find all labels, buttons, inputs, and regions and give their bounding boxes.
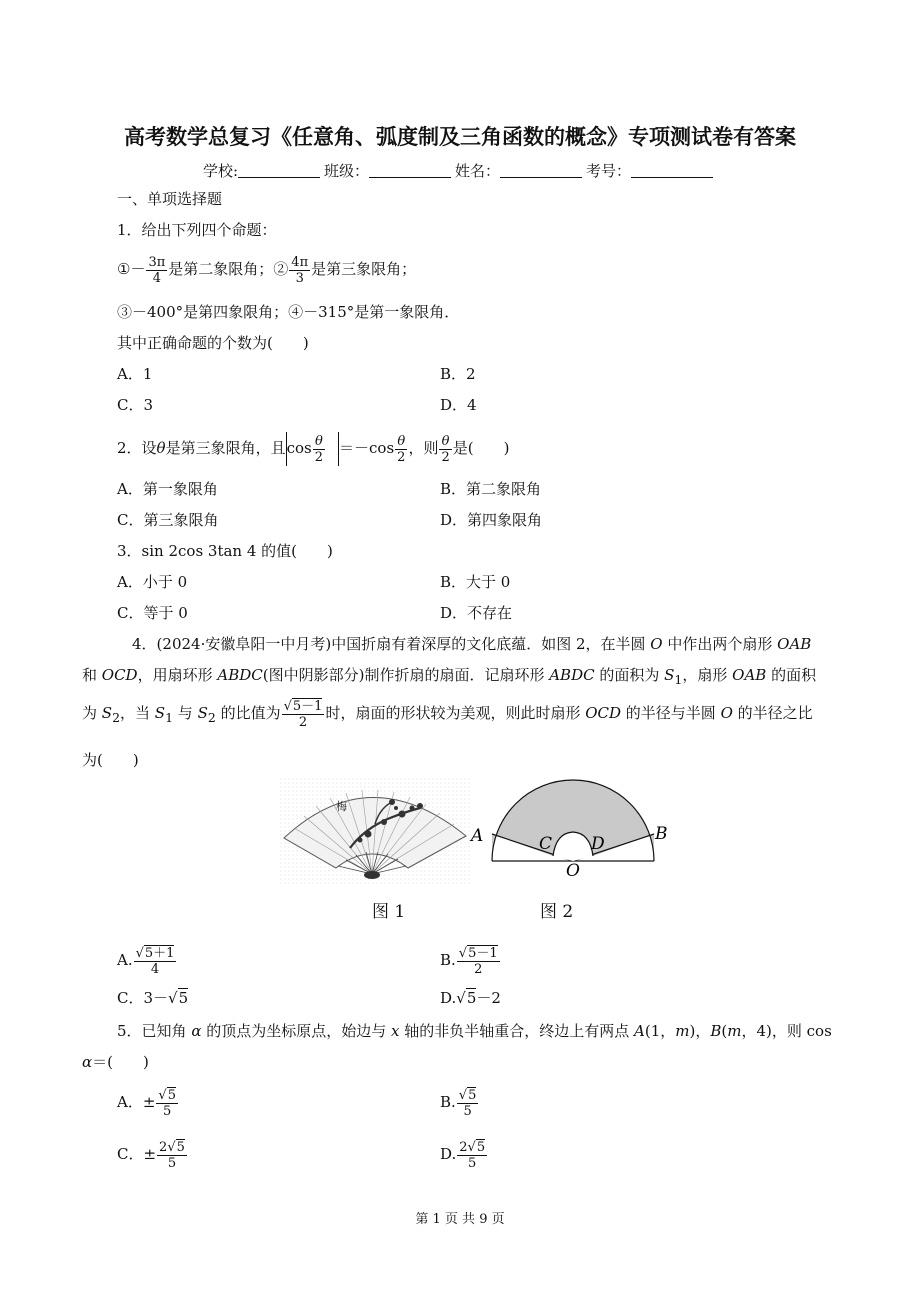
q4-l3b: ，当: [120, 704, 155, 722]
q5-x: x: [391, 1022, 400, 1040]
q1-option-c: C．3: [117, 396, 154, 414]
fan-pivot: [364, 871, 380, 879]
q4-S2-sub: 2: [112, 710, 121, 725]
q1-option-b: B．2: [440, 365, 476, 383]
q2-frac-3: [439, 434, 451, 465]
q5-m-2: m: [727, 1022, 742, 1040]
q4-ABDC: ABDC: [217, 666, 263, 684]
q2-option-d: D．第四象限角: [440, 511, 543, 529]
label-d: D: [591, 834, 605, 854]
label-c: C: [539, 834, 553, 854]
q2-end: 是( ): [452, 439, 510, 457]
q5-optB-den: 5: [463, 1103, 472, 1119]
q4-ratio-num-text: 5－1: [292, 698, 323, 714]
q4-l3a: 为: [82, 704, 102, 722]
q2-stem: [117, 428, 509, 468]
q4-ratio-num: √5－1: [283, 698, 323, 714]
class-label: 班级：: [324, 162, 370, 180]
q2-theta: θ: [156, 439, 166, 457]
q4-l3f: 的半径与半圆: [621, 704, 721, 722]
q4-O-2: O: [720, 704, 733, 722]
fan-photo: [280, 778, 470, 886]
q4-optD-label: D.: [440, 989, 457, 1007]
q4-l2e: 的面积: [766, 666, 817, 684]
q4-line-4: 为( ): [82, 751, 139, 769]
q4-optB-num-text: 5－1: [468, 945, 498, 961]
number-blank: [631, 163, 713, 178]
q2-eq: ＝－cos: [339, 439, 395, 457]
class-blank: [369, 163, 451, 178]
q5-option-c: [117, 1132, 188, 1176]
q2-frac-1: [313, 434, 325, 465]
q5-line-2: [82, 1052, 149, 1072]
q4-l3g: 的半径之比: [732, 704, 813, 722]
q5-optB-num-text: 5: [468, 1087, 477, 1103]
q2-option-b: B．第二象限角: [440, 480, 542, 498]
q4-l3c: 与: [173, 704, 198, 722]
q4-ABDC-2: ABDC: [549, 666, 595, 684]
q5-optB-label: B.: [440, 1093, 456, 1111]
q5-B: B: [710, 1022, 722, 1040]
q5-optA-num-text: 5: [167, 1087, 176, 1103]
q5-p1: (1，: [644, 1022, 676, 1040]
q1-intro: 1．给出下列四个命题：: [117, 221, 277, 239]
fig1-caption: 图 1: [372, 902, 406, 922]
q5-option-b: [440, 1080, 479, 1124]
fan-calligraphy: 梅: [336, 800, 347, 813]
q4-l2a: ，用扇环形: [137, 666, 218, 684]
q1-propositions-1-2: [117, 251, 416, 287]
q4-optA-num: √5＋1: [135, 945, 175, 961]
q4-option-d: D.√5－2: [440, 989, 501, 1007]
q5-l1c: 轴的非负半轴重合，终边上有两点: [399, 1022, 635, 1040]
q4-optA-num-text: 5＋1: [144, 945, 175, 961]
school-blank: [238, 163, 320, 178]
q4-l2c: 的面积为: [594, 666, 665, 684]
student-info-line: [0, 161, 920, 181]
q2-mid: 是第三象限角，且: [165, 439, 286, 457]
q4-optB-label: B.: [440, 951, 456, 969]
q1-p2-num: 4π: [291, 254, 309, 270]
q5-optA-num: √5: [158, 1087, 176, 1103]
name-blank: [500, 163, 582, 178]
q5-optA-frac: [156, 1088, 178, 1119]
label-a: A: [471, 826, 484, 846]
q1-option-d: D．4: [440, 396, 477, 414]
q4-option-a: [117, 938, 177, 982]
q5-optC-den: 5: [167, 1155, 177, 1171]
q1-p1-num: 3π: [148, 254, 166, 270]
q5-option-d: [440, 1132, 488, 1176]
q5-option-a: [117, 1080, 179, 1124]
q4-and: 和: [82, 666, 102, 684]
q2-cos: cos: [286, 439, 312, 457]
q4-S1: S: [664, 666, 675, 684]
q3-option-b: B．大于 0: [440, 573, 511, 591]
q4-optC-rad: 5: [178, 989, 189, 1007]
q1-p1-den: 4: [152, 270, 161, 286]
q5-optA-den: 5: [163, 1103, 172, 1119]
q1-p1-prefix: ①－: [117, 260, 146, 278]
q1-p2-suffix: 是第三象限角；: [311, 260, 417, 278]
q3-option-a: A．小于 0: [117, 573, 188, 591]
q4-S1-sub: 1: [674, 672, 683, 687]
number-label: 考号：: [586, 162, 632, 180]
q2-frac-1-num: θ: [313, 434, 325, 450]
q2-frac-3-den: 2: [441, 449, 450, 465]
q5-A: A: [634, 1022, 645, 1040]
q4-line-3: [82, 693, 813, 733]
school-label: 学校:: [202, 162, 238, 180]
q5-m: m: [675, 1022, 690, 1040]
q5-optD-frac: [457, 1140, 487, 1171]
q4-l1a: 4．(2024·安徽阜阳一中月考)中国折扇有着深厚的文化底蕴．如图 2，在半圆: [132, 635, 651, 653]
q1-p1-suffix: 是第二象限角；②: [168, 260, 289, 278]
q2-option-c: C．第三象限角: [117, 511, 219, 529]
q4-S1b: S: [154, 704, 166, 722]
q4-S2: S: [101, 704, 113, 722]
q4-OCD: OCD: [101, 666, 138, 684]
fan-diagram: [465, 776, 695, 880]
q5-optC-frac: [157, 1140, 187, 1171]
q4-l2b: (图中阴影部分)制作折扇的扇面．记扇环形: [262, 666, 550, 684]
q5-optD-num-text: 5: [476, 1139, 486, 1155]
q2-frac-1-den: 2: [314, 449, 324, 465]
q2-frac-2-den: 2: [397, 449, 406, 465]
q5-optB-num: √5: [458, 1087, 477, 1103]
q3-option-d: D．不存在: [440, 604, 513, 622]
q3-option-c: C．等于 0: [117, 604, 188, 622]
label-o: O: [566, 861, 580, 880]
q2-frac-2-num: θ: [395, 434, 407, 450]
q4-optA-label: A.: [117, 951, 133, 969]
q4-l2d: ，扇形: [682, 666, 733, 684]
q5-optD-den: 5: [468, 1155, 477, 1171]
q4-S2b: S: [197, 704, 208, 722]
q1-propositions-3-4: ③－400°是第四象限角；④－315°是第一象限角．: [117, 303, 460, 321]
q5-l2: ＝( ): [92, 1053, 149, 1071]
q5-p1end: )，: [689, 1022, 711, 1040]
q4-OAB-2: OAB: [732, 666, 767, 684]
label-b: B: [655, 824, 668, 844]
q4-OAB: OAB: [777, 635, 812, 653]
q5-optD-label: D.: [440, 1145, 457, 1163]
q2-frac-3-num: θ: [439, 434, 451, 450]
q5-optA-label: A．±: [117, 1093, 156, 1111]
q2-frac-2: [395, 434, 407, 465]
q4-optD-rad: 5: [466, 989, 477, 1007]
q4-S2b-sub: 2: [207, 710, 216, 725]
q4-S1b-sub: 1: [165, 710, 174, 725]
q4-O: O: [650, 635, 663, 653]
q1-p2-fraction: [289, 255, 310, 286]
q4-option-b: [440, 938, 501, 982]
q1-p2-den: 3: [295, 270, 304, 286]
q5-l1b: 的顶点为坐标原点，始边与: [201, 1022, 391, 1040]
q4-l3e: 时，扇面的形状较为美观，则此时扇形: [325, 704, 586, 722]
section-heading: 一、单项选择题: [117, 190, 223, 208]
q2-then: ，则: [408, 439, 439, 457]
q3-stem: 3．sin 2cos 3tan 4 的值( ): [117, 542, 333, 560]
q4-ratio-fraction: [282, 699, 325, 730]
q5-optD-num: 2√5: [459, 1139, 486, 1155]
q4-optA-frac: [134, 946, 177, 977]
q4-optD-tail: －2: [476, 989, 501, 1007]
q5-optC-coef: 2: [159, 1139, 168, 1155]
q5-optC-num-text: 5: [176, 1139, 185, 1155]
q4-optB-den: 2: [474, 961, 483, 977]
q4-optB-num: √5－1: [458, 945, 498, 961]
fig2-caption: 图 2: [540, 902, 574, 922]
q4-optA-den: 4: [150, 961, 160, 977]
q2-option-a: A．第一象限角: [117, 480, 218, 498]
q5-optD-coef: 2: [459, 1139, 468, 1155]
q5-optC-num: 2√5: [159, 1139, 185, 1155]
q4-option-c: C．3－√5: [117, 989, 189, 1007]
q5-p2: (: [721, 1022, 728, 1040]
page-footer: 第 1 页 共 9 页: [415, 1212, 505, 1227]
q4-OCD-2: OCD: [585, 704, 622, 722]
q5-l1a: 5．已知角: [117, 1022, 192, 1040]
q5-alpha-2: α: [82, 1053, 93, 1071]
q1-question: 其中正确命题的个数为( ): [117, 334, 309, 352]
q1-p1-fraction: [146, 255, 167, 286]
q4-line-1: [132, 634, 811, 654]
q4-ratio-den: 2: [298, 714, 308, 730]
q5-alpha: α: [191, 1022, 202, 1040]
q5-p2end: ，4)，则 cos: [741, 1022, 832, 1040]
q4-l1b: 中作出两个扇形: [662, 635, 778, 653]
q5-optC-label: C．±: [117, 1145, 157, 1163]
q2-prefix: 2．设: [117, 439, 157, 457]
q5-optB-frac: [457, 1088, 479, 1119]
q4-optC-label: C．3－: [117, 989, 169, 1007]
name-label: 姓名：: [455, 162, 501, 180]
q4-optB-frac: [457, 946, 500, 977]
page-title: 高考数学总复习《任意角、弧度制及三角函数的概念》专项测试卷有答案: [124, 124, 796, 149]
q1-option-a: A．1: [117, 365, 153, 383]
q5-line-1: [117, 1021, 832, 1041]
q4-line-2: [82, 665, 816, 690]
q4-l3d: 的比值为: [215, 704, 281, 722]
